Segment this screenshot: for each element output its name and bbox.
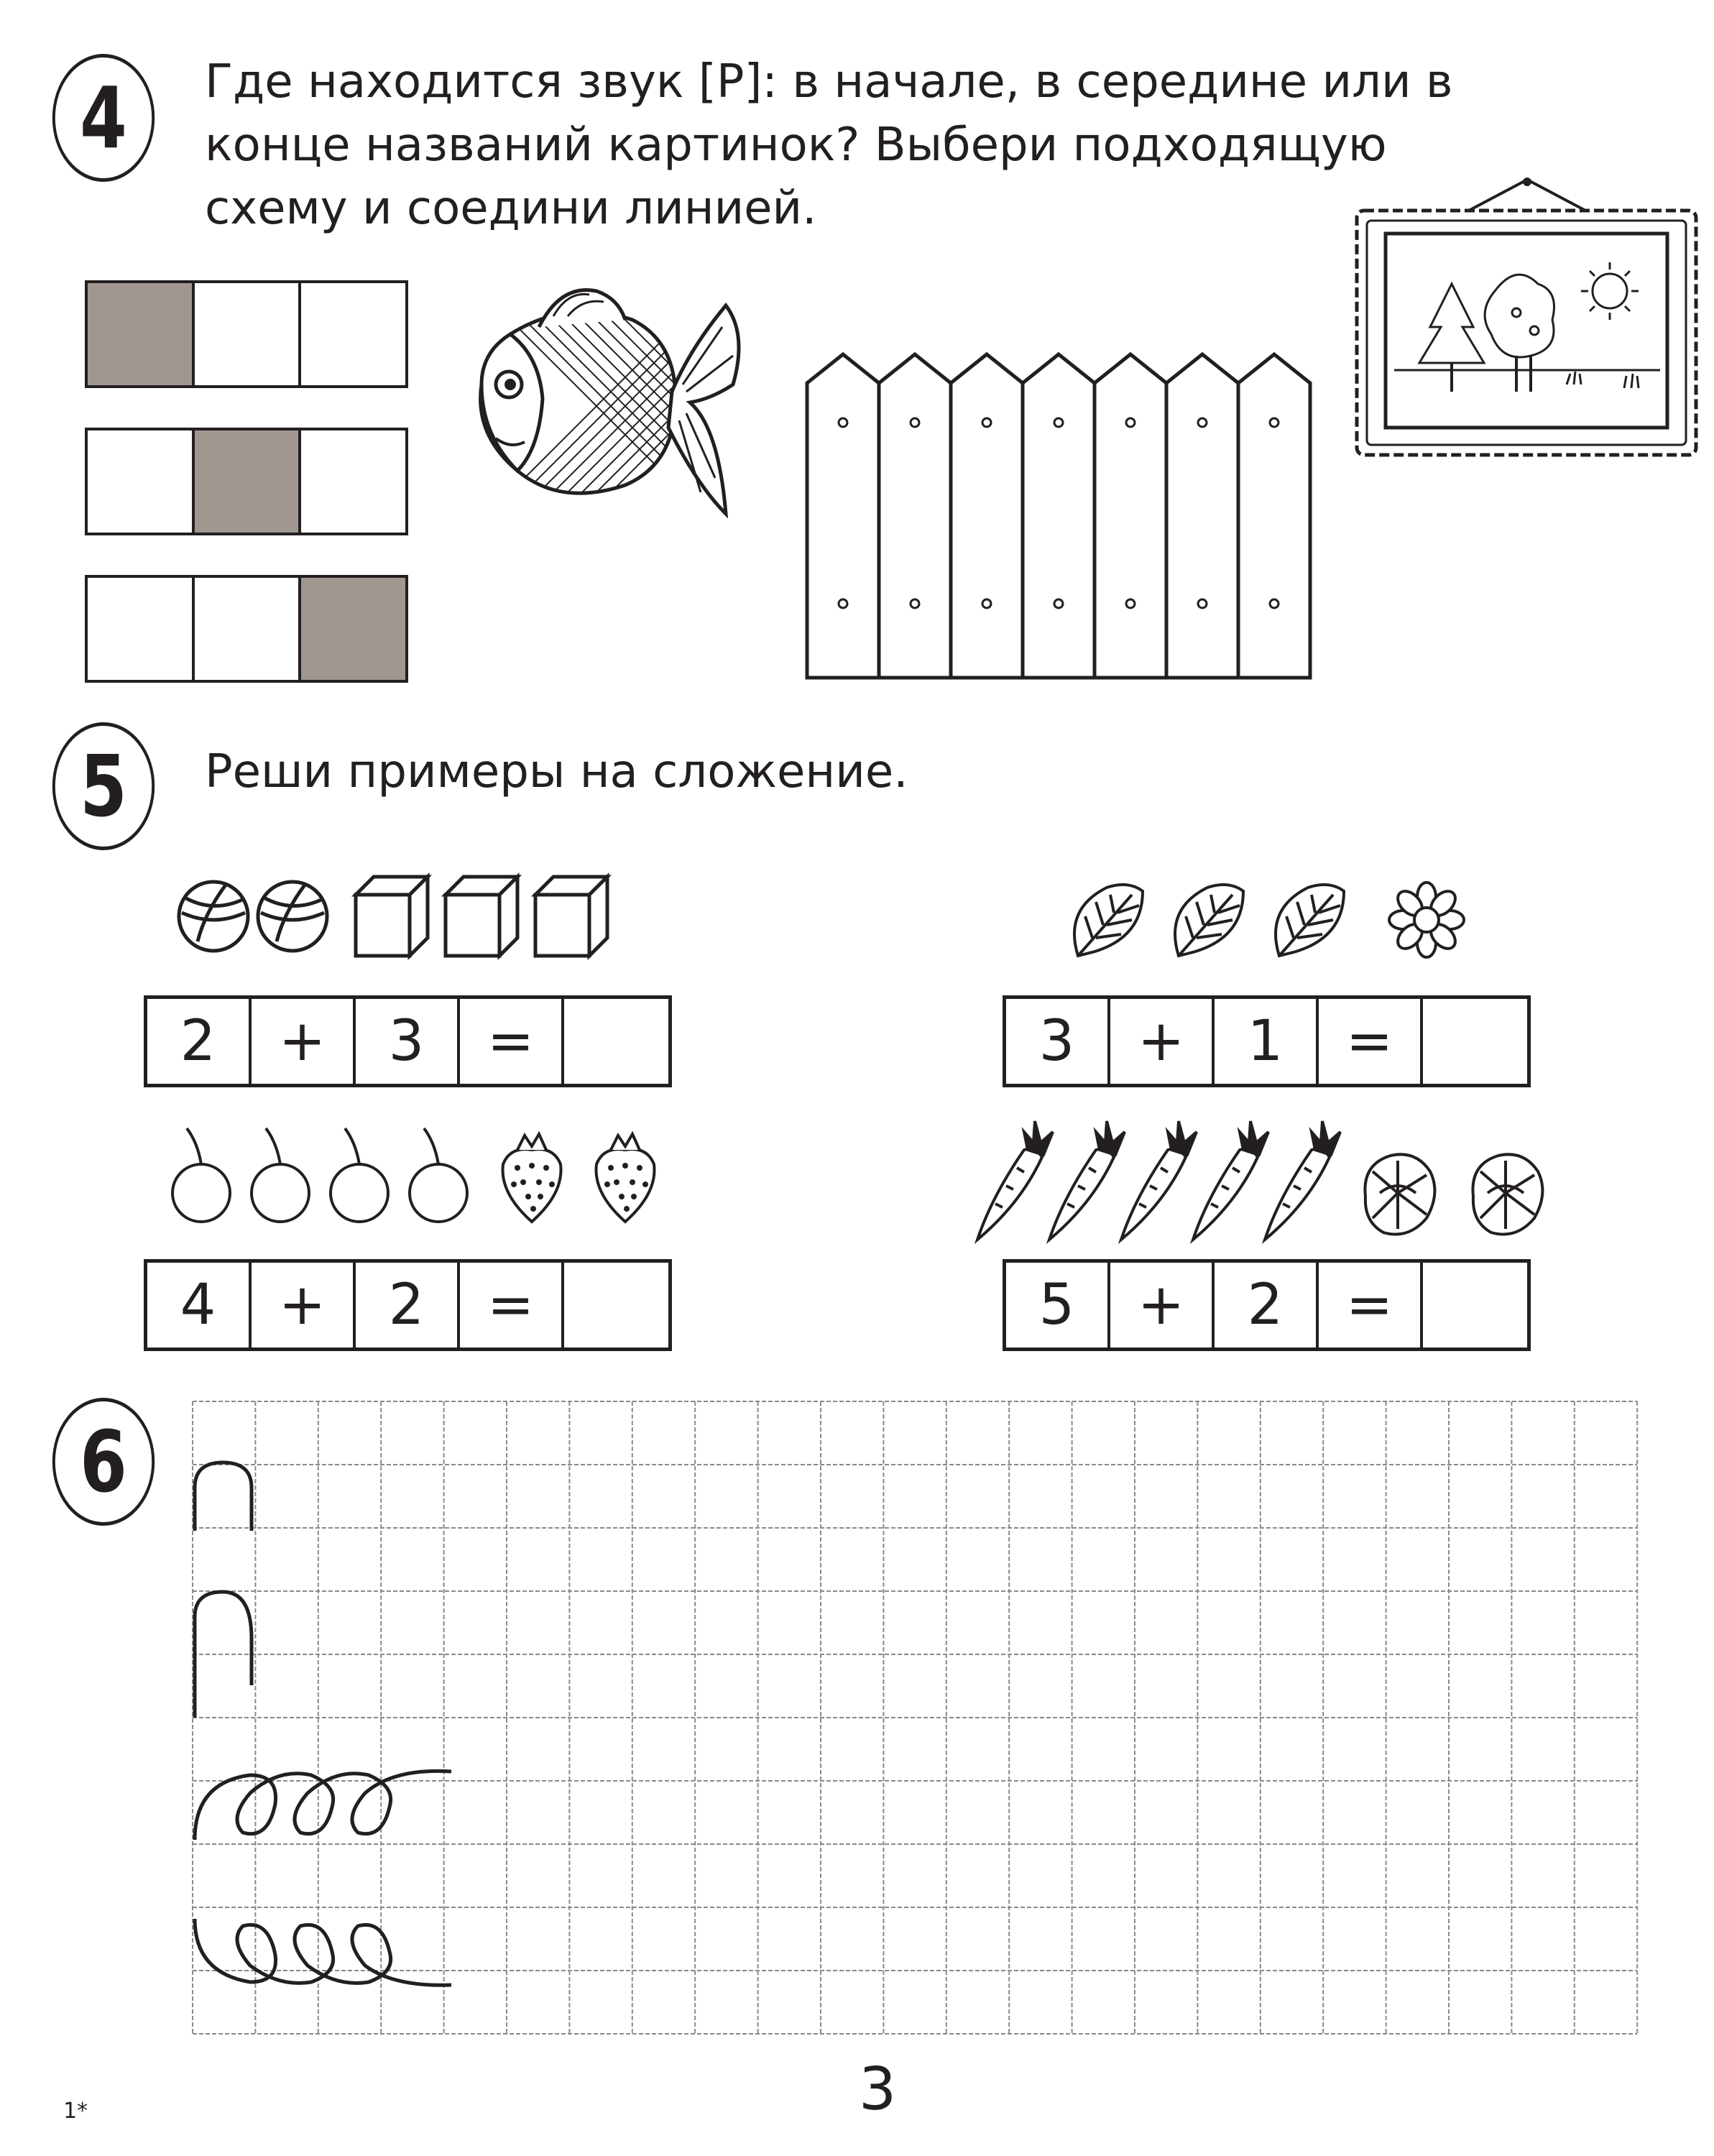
example-4-answer-cell[interactable]: [1423, 1263, 1527, 1348]
task-4-text: [205, 50, 1453, 240]
cube-icon: [446, 877, 517, 956]
scheme-cell: [301, 578, 405, 680]
example-3: [144, 1259, 672, 1351]
carrots-and-cabbages-picture: [970, 1110, 1581, 1247]
fence-icon[interactable]: [803, 351, 1321, 681]
example-2-cell: =: [1319, 999, 1423, 1084]
carrot-icon: [1121, 1121, 1197, 1240]
scheme-cell: [88, 283, 195, 385]
example-1-answer-cell[interactable]: [564, 999, 668, 1084]
example-3-cell: 4: [147, 1263, 252, 1348]
task-4-number-label: 4: [80, 68, 127, 167]
cherries-and-strawberries-picture: [165, 1121, 683, 1229]
example-4-cell: =: [1319, 1263, 1423, 1348]
scheme-cell: [301, 430, 405, 533]
scheme-cell: [88, 430, 195, 533]
task-6-number: [52, 1398, 155, 1526]
example-1-cell: +: [252, 999, 356, 1084]
cherry-icon: [252, 1128, 309, 1222]
scheme-middle[interactable]: [85, 428, 408, 535]
example-4-cell: 2: [1215, 1263, 1319, 1348]
cherry-icon: [410, 1128, 467, 1222]
example-2-cell: 1: [1215, 999, 1319, 1084]
example-3-answer-cell[interactable]: [564, 1263, 668, 1348]
cube-icon: [535, 877, 607, 956]
example-1-cell: =: [460, 999, 564, 1084]
ball-icon: [179, 882, 248, 951]
flower-icon: [1389, 883, 1464, 957]
signature-mark: 1*: [63, 2099, 88, 2124]
pattern-loops-inverted: [195, 1919, 451, 1985]
strawberry-icon: [503, 1134, 561, 1222]
pattern-arch: [195, 1462, 252, 1531]
strawberry-icon: [596, 1134, 655, 1222]
cherry-icon: [172, 1128, 230, 1222]
leaves-and-flower-picture: [1064, 873, 1473, 967]
example-4-cell: 5: [1006, 1263, 1110, 1348]
task-5-number: [52, 722, 155, 850]
carrot-icon: [1049, 1121, 1125, 1240]
scheme-start[interactable]: [85, 280, 408, 388]
scheme-cell: [195, 578, 302, 680]
page-number: 3: [859, 2055, 897, 2124]
fish-icon[interactable]: [453, 277, 755, 528]
pattern-samples: [193, 1401, 1637, 2034]
example-4: [1003, 1259, 1531, 1351]
task-4-number: [52, 54, 155, 182]
scheme-cell: [301, 283, 405, 385]
scheme-cell: [195, 430, 302, 533]
example-1-cell: 3: [356, 999, 460, 1084]
cube-icon: [356, 877, 428, 956]
carrot-icon: [1265, 1121, 1340, 1240]
scheme-end[interactable]: [85, 575, 408, 683]
framed-picture-icon[interactable]: [1351, 176, 1703, 464]
example-2-cell: +: [1110, 999, 1215, 1084]
task-5-number-label: 5: [80, 737, 127, 836]
example-4-cell: +: [1110, 1263, 1215, 1348]
ball-icon: [258, 882, 327, 951]
task-4-line-2: конце названий картинок? Выбери подходящую: [205, 119, 1387, 172]
task-4-line-1: Где находится звук [Р]: в начале, в середине или в: [205, 55, 1453, 109]
scheme-cell: [195, 283, 302, 385]
example-3-cell: +: [252, 1263, 356, 1348]
task-6-number-label: 6: [80, 1412, 127, 1511]
example-2-answer-cell[interactable]: [1423, 999, 1527, 1084]
example-1-cell: 2: [147, 999, 252, 1084]
carrot-icon: [1193, 1121, 1268, 1240]
task-4-line-3: схему и соедини линией.: [205, 182, 817, 235]
cherry-icon: [331, 1128, 388, 1222]
leaf-icon: [1175, 885, 1243, 956]
leaf-icon: [1074, 885, 1143, 956]
example-2: [1003, 995, 1531, 1087]
balls-and-cubes-picture: [176, 870, 622, 963]
example-2-cell: 3: [1006, 999, 1110, 1084]
task-5-text: Реши примеры на сложение.: [205, 745, 908, 798]
leaf-icon: [1276, 885, 1344, 956]
example-3-cell: =: [460, 1263, 564, 1348]
example-3-cell: 2: [356, 1263, 460, 1348]
example-1: [144, 995, 672, 1087]
pattern-loops: [195, 1771, 451, 1840]
pattern-tall-arch: [195, 1592, 252, 1718]
cabbage-icon: [1473, 1154, 1542, 1234]
cabbage-icon: [1365, 1154, 1434, 1234]
carrot-icon: [977, 1121, 1053, 1240]
scheme-cell: [88, 578, 195, 680]
